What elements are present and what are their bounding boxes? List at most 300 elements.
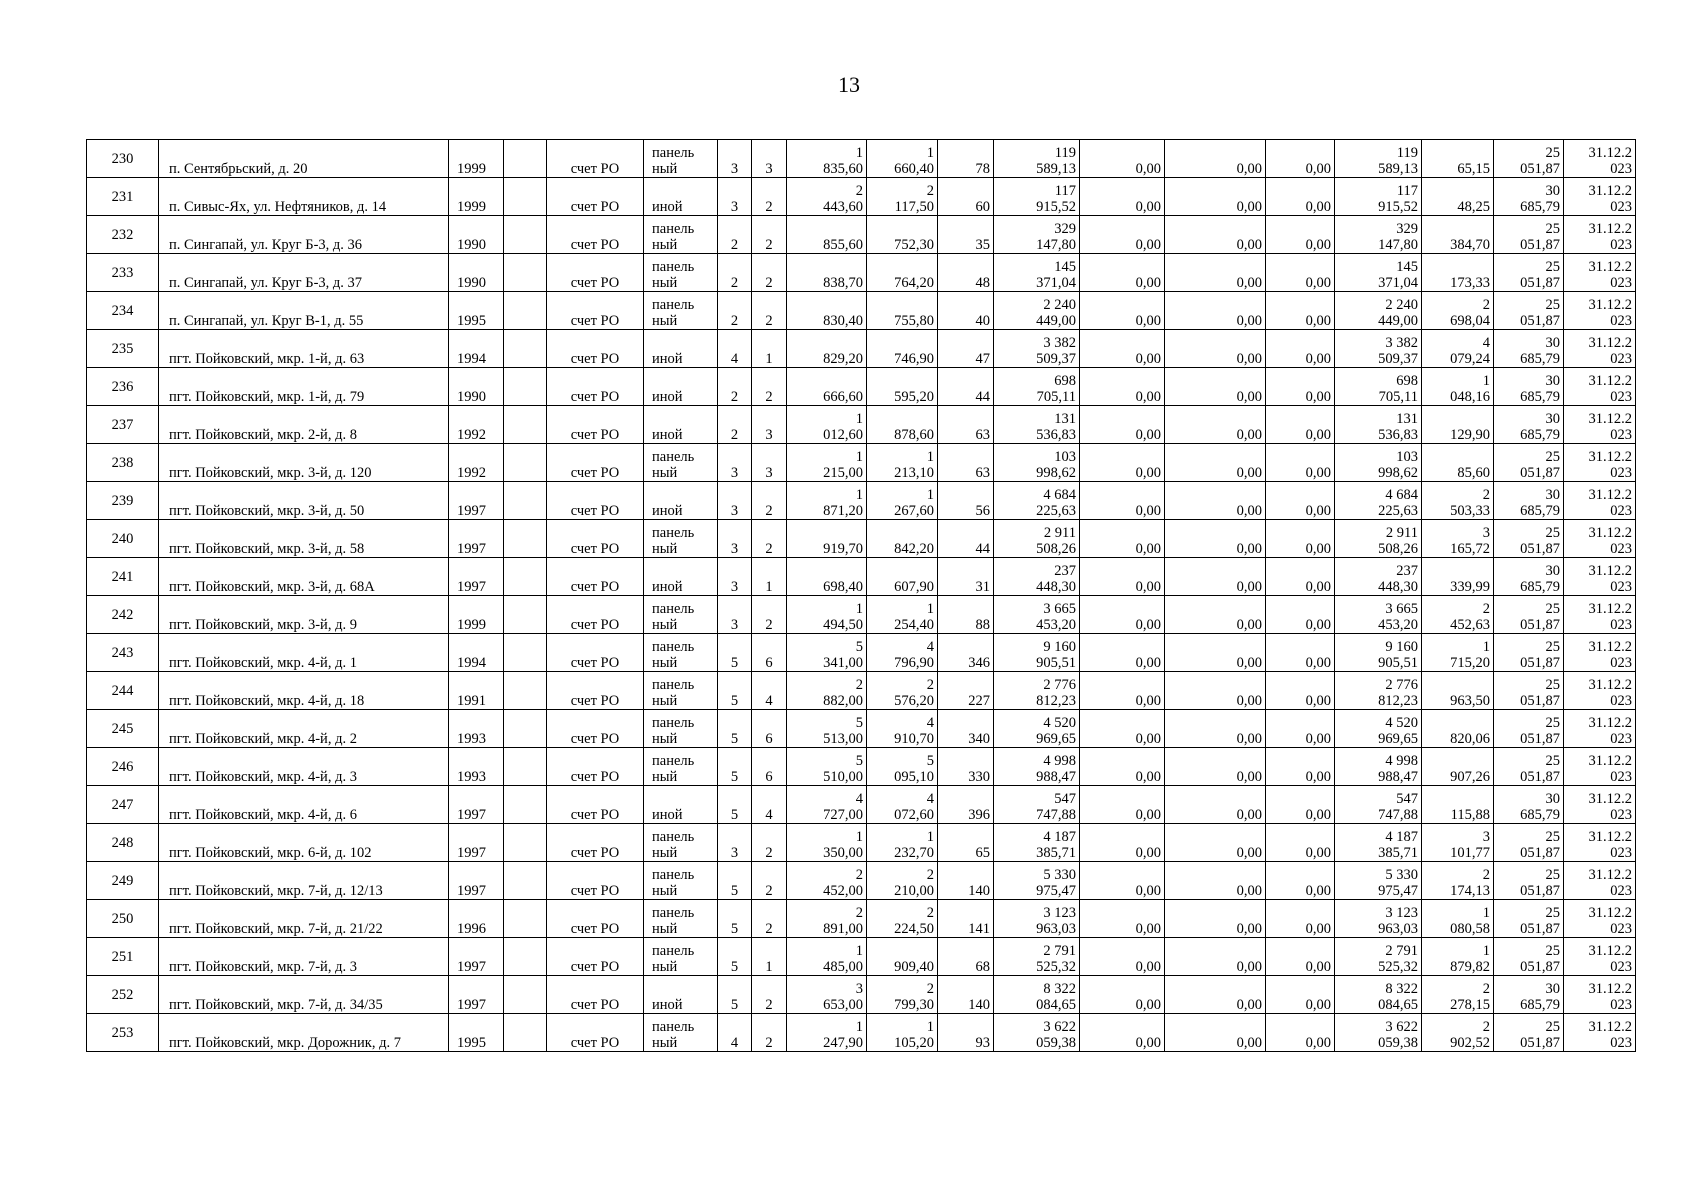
row-number-cell: 243	[87, 634, 159, 672]
row-number-cell: 231	[87, 178, 159, 216]
total-area-cell: 1 485,00	[787, 938, 867, 976]
table-row	[87, 672, 1636, 710]
year-cell: 1999	[449, 140, 504, 178]
residents-cell: 140	[938, 976, 994, 1014]
deadline-cell: 31.12.2 023	[1564, 824, 1636, 862]
total-area-cell: 666,60	[787, 368, 867, 406]
row-number-cell: 248	[87, 824, 159, 862]
living-area-cell: 1 254,40	[867, 596, 938, 634]
total-area-cell: 919,70	[787, 520, 867, 558]
funding-cell: 0,00	[1266, 938, 1335, 976]
funding-cell: 0,00	[1080, 216, 1165, 254]
residents-cell: 346	[938, 634, 994, 672]
address-cell: пгт. Пойковский, мкр. 3-й, д. 9	[159, 596, 449, 634]
funding-cell: 0,00	[1165, 292, 1266, 330]
floors-cell: 5	[718, 786, 752, 824]
year-cell: 1997	[449, 976, 504, 1014]
owner-funds-cell: 131 536,83	[1335, 406, 1422, 444]
total-cost-cell: 117 915,52	[994, 178, 1080, 216]
funding-cell: 0,00	[1080, 672, 1165, 710]
floors-cell: 2	[718, 368, 752, 406]
owner-funds-cell: 145 371,04	[1335, 254, 1422, 292]
table-row	[87, 634, 1636, 672]
funding-cell: 0,00	[1080, 976, 1165, 1014]
funding-cell: 0,00	[1165, 596, 1266, 634]
address-cell: пгт. Пойковский, мкр. 3-й, д. 68А	[159, 558, 449, 596]
year-cell: 1992	[449, 406, 504, 444]
limit-cost-cell: 30 685,79	[1494, 406, 1564, 444]
living-area-cell: 5 095,10	[867, 748, 938, 786]
floors-cell: 2	[718, 406, 752, 444]
deadline-cell: 31.12.2 023	[1564, 140, 1636, 178]
living-area-cell: 2 210,00	[867, 862, 938, 900]
fund-method-cell: счет РО	[547, 520, 644, 558]
table-row	[87, 938, 1636, 976]
living-area-cell: 607,90	[867, 558, 938, 596]
address-cell: пгт. Пойковский, мкр. 4-й, д. 3	[159, 748, 449, 786]
residents-cell: 44	[938, 368, 994, 406]
residents-cell: 48	[938, 254, 994, 292]
row-number-cell: 250	[87, 900, 159, 938]
funding-cell: 0,00	[1165, 1014, 1266, 1052]
entrances-cell: 4	[752, 786, 787, 824]
entrances-cell: 2	[752, 976, 787, 1014]
empty-cell	[504, 672, 547, 710]
funding-cell: 0,00	[1266, 786, 1335, 824]
year-cell: 1997	[449, 520, 504, 558]
living-area-cell: 1 267,60	[867, 482, 938, 520]
limit-cost-cell: 25 051,87	[1494, 444, 1564, 482]
owner-funds-cell: 8 322 084,65	[1335, 976, 1422, 1014]
owner-funds-cell: 3 123 963,03	[1335, 900, 1422, 938]
limit-cost-cell: 30 685,79	[1494, 558, 1564, 596]
year-cell: 1993	[449, 748, 504, 786]
funding-cell: 0,00	[1080, 406, 1165, 444]
address-cell: пгт. Пойковский, мкр. 4-й, д. 2	[159, 710, 449, 748]
deadline-cell: 31.12.2 023	[1564, 444, 1636, 482]
year-cell: 1997	[449, 786, 504, 824]
entrances-cell: 1	[752, 558, 787, 596]
owner-funds-cell: 547 747,88	[1335, 786, 1422, 824]
cost-per-m2-cell: 2 452,63	[1422, 596, 1494, 634]
total-area-cell: 1 835,60	[787, 140, 867, 178]
entrances-cell: 2	[752, 254, 787, 292]
living-area-cell: 909,40	[867, 938, 938, 976]
fund-method-cell: счет РО	[547, 862, 644, 900]
funding-cell: 0,00	[1080, 368, 1165, 406]
year-cell: 1994	[449, 634, 504, 672]
funding-cell: 0,00	[1165, 672, 1266, 710]
deadline-cell: 31.12.2 023	[1564, 406, 1636, 444]
empty-cell	[504, 710, 547, 748]
funding-cell: 0,00	[1080, 330, 1165, 368]
limit-cost-cell: 30 685,79	[1494, 976, 1564, 1014]
cost-per-m2-cell: 3 165,72	[1422, 520, 1494, 558]
year-cell: 1997	[449, 938, 504, 976]
row-number-cell: 233	[87, 254, 159, 292]
total-area-cell: 838,70	[787, 254, 867, 292]
limit-cost-cell: 25 051,87	[1494, 710, 1564, 748]
address-cell: пгт. Пойковский, мкр. 4-й, д. 1	[159, 634, 449, 672]
floors-cell: 3	[718, 824, 752, 862]
empty-cell	[504, 938, 547, 976]
cost-per-m2-cell: 339,99	[1422, 558, 1494, 596]
owner-funds-cell: 4 520 969,65	[1335, 710, 1422, 748]
housing-register-table	[86, 139, 1636, 1052]
address-cell: пгт. Пойковский, мкр. 4-й, д. 6	[159, 786, 449, 824]
funding-cell: 0,00	[1080, 710, 1165, 748]
residents-cell: 35	[938, 216, 994, 254]
row-number-cell: 235	[87, 330, 159, 368]
year-cell: 1996	[449, 900, 504, 938]
owner-funds-cell: 5 330 975,47	[1335, 862, 1422, 900]
entrances-cell: 2	[752, 368, 787, 406]
wall-material-cell: иной	[644, 368, 718, 406]
total-cost-cell: 131 536,83	[994, 406, 1080, 444]
wall-material-cell: панель ный	[644, 520, 718, 558]
fund-method-cell: счет РО	[547, 292, 644, 330]
funding-cell: 0,00	[1165, 444, 1266, 482]
wall-material-cell: иной	[644, 330, 718, 368]
empty-cell	[504, 216, 547, 254]
year-cell: 1993	[449, 710, 504, 748]
funding-cell: 0,00	[1080, 748, 1165, 786]
floors-cell: 3	[718, 140, 752, 178]
wall-material-cell: иной	[644, 482, 718, 520]
owner-funds-cell: 2 776 812,23	[1335, 672, 1422, 710]
table-row	[87, 862, 1636, 900]
deadline-cell: 31.12.2 023	[1564, 634, 1636, 672]
address-cell: пгт. Пойковский, мкр. 7-й, д. 12/13	[159, 862, 449, 900]
living-area-cell: 4 072,60	[867, 786, 938, 824]
funding-cell: 0,00	[1266, 254, 1335, 292]
floors-cell: 3	[718, 444, 752, 482]
funding-cell: 0,00	[1165, 710, 1266, 748]
cost-per-m2-cell: 907,26	[1422, 748, 1494, 786]
fund-method-cell: счет РО	[547, 444, 644, 482]
cost-per-m2-cell: 2 174,13	[1422, 862, 1494, 900]
living-area-cell: 752,30	[867, 216, 938, 254]
funding-cell: 0,00	[1080, 938, 1165, 976]
owner-funds-cell: 3 382 509,37	[1335, 330, 1422, 368]
limit-cost-cell: 25 051,87	[1494, 292, 1564, 330]
empty-cell	[504, 976, 547, 1014]
row-number-cell: 252	[87, 976, 159, 1014]
funding-cell: 0,00	[1165, 558, 1266, 596]
residents-cell: 78	[938, 140, 994, 178]
fund-method-cell: счет РО	[547, 216, 644, 254]
total-area-cell: 5 510,00	[787, 748, 867, 786]
funding-cell: 0,00	[1165, 900, 1266, 938]
floors-cell: 5	[718, 862, 752, 900]
empty-cell	[504, 178, 547, 216]
row-number-cell: 234	[87, 292, 159, 330]
table-row	[87, 558, 1636, 596]
entrances-cell: 2	[752, 824, 787, 862]
fund-method-cell: счет РО	[547, 596, 644, 634]
address-cell: п. Сингапай, ул. Круг Б-3, д. 36	[159, 216, 449, 254]
table-row	[87, 786, 1636, 824]
total-area-cell: 1 871,20	[787, 482, 867, 520]
funding-cell: 0,00	[1266, 406, 1335, 444]
funding-cell: 0,00	[1266, 520, 1335, 558]
table-row	[87, 178, 1636, 216]
empty-cell	[504, 1014, 547, 1052]
funding-cell: 0,00	[1165, 748, 1266, 786]
residents-cell: 63	[938, 444, 994, 482]
funding-cell: 0,00	[1165, 634, 1266, 672]
floors-cell: 3	[718, 178, 752, 216]
floors-cell: 3	[718, 558, 752, 596]
total-area-cell: 1 012,60	[787, 406, 867, 444]
deadline-cell: 31.12.2 023	[1564, 748, 1636, 786]
limit-cost-cell: 25 051,87	[1494, 634, 1564, 672]
page-number: 13	[838, 72, 860, 97]
owner-funds-cell: 3 665 453,20	[1335, 596, 1422, 634]
living-area-cell: 755,80	[867, 292, 938, 330]
wall-material-cell: панель ный	[644, 748, 718, 786]
total-cost-cell: 5 330 975,47	[994, 862, 1080, 900]
address-cell: пгт. Пойковский, мкр. 1-й, д. 63	[159, 330, 449, 368]
residents-cell: 63	[938, 406, 994, 444]
limit-cost-cell: 25 051,87	[1494, 672, 1564, 710]
fund-method-cell: счет РО	[547, 1014, 644, 1052]
residents-cell: 44	[938, 520, 994, 558]
entrances-cell: 6	[752, 710, 787, 748]
funding-cell: 0,00	[1080, 140, 1165, 178]
funding-cell: 0,00	[1080, 520, 1165, 558]
funding-cell: 0,00	[1080, 596, 1165, 634]
fund-method-cell: счет РО	[547, 140, 644, 178]
cost-per-m2-cell: 115,88	[1422, 786, 1494, 824]
residents-cell: 140	[938, 862, 994, 900]
table-row	[87, 368, 1636, 406]
empty-cell	[504, 862, 547, 900]
total-cost-cell: 4 187 385,71	[994, 824, 1080, 862]
limit-cost-cell: 30 685,79	[1494, 482, 1564, 520]
limit-cost-cell: 25 051,87	[1494, 824, 1564, 862]
limit-cost-cell: 30 685,79	[1494, 786, 1564, 824]
residents-cell: 330	[938, 748, 994, 786]
floors-cell: 5	[718, 938, 752, 976]
fund-method-cell: счет РО	[547, 938, 644, 976]
wall-material-cell: панель ный	[644, 444, 718, 482]
floors-cell: 5	[718, 900, 752, 938]
funding-cell: 0,00	[1266, 1014, 1335, 1052]
funding-cell: 0,00	[1080, 482, 1165, 520]
owner-funds-cell: 698 705,11	[1335, 368, 1422, 406]
total-cost-cell: 698 705,11	[994, 368, 1080, 406]
entrances-cell: 1	[752, 938, 787, 976]
total-area-cell: 829,20	[787, 330, 867, 368]
year-cell: 1990	[449, 216, 504, 254]
cost-per-m2-cell: 963,50	[1422, 672, 1494, 710]
owner-funds-cell: 4 187 385,71	[1335, 824, 1422, 862]
cost-per-m2-cell: 384,70	[1422, 216, 1494, 254]
funding-cell: 0,00	[1080, 558, 1165, 596]
empty-cell	[504, 634, 547, 672]
empty-cell	[504, 558, 547, 596]
living-area-cell: 764,20	[867, 254, 938, 292]
address-cell: пгт. Пойковский, мкр. 3-й, д. 120	[159, 444, 449, 482]
deadline-cell: 31.12.2 023	[1564, 216, 1636, 254]
funding-cell: 0,00	[1266, 216, 1335, 254]
table-row	[87, 900, 1636, 938]
total-area-cell: 1 494,50	[787, 596, 867, 634]
fund-method-cell: счет РО	[547, 976, 644, 1014]
funding-cell: 0,00	[1266, 862, 1335, 900]
residents-cell: 31	[938, 558, 994, 596]
owner-funds-cell: 103 998,62	[1335, 444, 1422, 482]
entrances-cell: 2	[752, 1014, 787, 1052]
total-area-cell: 1 247,90	[787, 1014, 867, 1052]
table-row	[87, 444, 1636, 482]
funding-cell: 0,00	[1266, 900, 1335, 938]
cost-per-m2-cell: 85,60	[1422, 444, 1494, 482]
empty-cell	[504, 596, 547, 634]
funding-cell: 0,00	[1165, 862, 1266, 900]
funding-cell: 0,00	[1165, 330, 1266, 368]
row-number-cell: 249	[87, 862, 159, 900]
funding-cell: 0,00	[1266, 596, 1335, 634]
cost-per-m2-cell: 1 048,16	[1422, 368, 1494, 406]
funding-cell: 0,00	[1266, 748, 1335, 786]
deadline-cell: 31.12.2 023	[1564, 558, 1636, 596]
funding-cell: 0,00	[1266, 368, 1335, 406]
wall-material-cell: панель ный	[644, 1014, 718, 1052]
funding-cell: 0,00	[1266, 824, 1335, 862]
fund-method-cell: счет РО	[547, 368, 644, 406]
total-cost-cell: 4 684 225,63	[994, 482, 1080, 520]
fund-method-cell: счет РО	[547, 748, 644, 786]
table-row	[87, 976, 1636, 1014]
funding-cell: 0,00	[1266, 330, 1335, 368]
year-cell: 1997	[449, 862, 504, 900]
floors-cell: 4	[718, 330, 752, 368]
table-row	[87, 710, 1636, 748]
total-cost-cell: 119 589,13	[994, 140, 1080, 178]
wall-material-cell: панель ный	[644, 710, 718, 748]
row-number-cell: 239	[87, 482, 159, 520]
funding-cell: 0,00	[1266, 178, 1335, 216]
total-cost-cell: 3 622 059,38	[994, 1014, 1080, 1052]
address-cell: пгт. Пойковский, мкр. Дорожник, д. 7	[159, 1014, 449, 1052]
deadline-cell: 31.12.2 023	[1564, 330, 1636, 368]
total-cost-cell: 4 520 969,65	[994, 710, 1080, 748]
cost-per-m2-cell: 2 698,04	[1422, 292, 1494, 330]
cost-per-m2-cell: 65,15	[1422, 140, 1494, 178]
address-cell: п. Сивыс-Ях, ул. Нефтяников, д. 14	[159, 178, 449, 216]
limit-cost-cell: 30 685,79	[1494, 178, 1564, 216]
entrances-cell: 2	[752, 216, 787, 254]
funding-cell: 0,00	[1080, 444, 1165, 482]
funding-cell: 0,00	[1080, 254, 1165, 292]
limit-cost-cell: 25 051,87	[1494, 862, 1564, 900]
funding-cell: 0,00	[1165, 520, 1266, 558]
funding-cell: 0,00	[1165, 406, 1266, 444]
table-row	[87, 824, 1636, 862]
living-area-cell: 595,20	[867, 368, 938, 406]
empty-cell	[504, 444, 547, 482]
total-cost-cell: 547 747,88	[994, 786, 1080, 824]
year-cell: 1995	[449, 292, 504, 330]
table-row	[87, 330, 1636, 368]
year-cell: 1990	[449, 254, 504, 292]
year-cell: 1999	[449, 596, 504, 634]
empty-cell	[504, 900, 547, 938]
residents-cell: 93	[938, 1014, 994, 1052]
total-area-cell: 4 727,00	[787, 786, 867, 824]
funding-cell: 0,00	[1165, 938, 1266, 976]
residents-cell: 68	[938, 938, 994, 976]
funding-cell: 0,00	[1165, 482, 1266, 520]
wall-material-cell: панель ный	[644, 672, 718, 710]
wall-material-cell: иной	[644, 406, 718, 444]
total-area-cell: 2 452,00	[787, 862, 867, 900]
floors-cell: 4	[718, 1014, 752, 1052]
total-cost-cell: 237 448,30	[994, 558, 1080, 596]
row-number-cell: 242	[87, 596, 159, 634]
entrances-cell: 3	[752, 406, 787, 444]
funding-cell: 0,00	[1080, 786, 1165, 824]
total-area-cell: 2 882,00	[787, 672, 867, 710]
floors-cell: 2	[718, 216, 752, 254]
year-cell: 1992	[449, 444, 504, 482]
deadline-cell: 31.12.2 023	[1564, 482, 1636, 520]
address-cell: пгт. Пойковский, мкр. 6-й, д. 102	[159, 824, 449, 862]
floors-cell: 3	[718, 520, 752, 558]
year-cell: 1999	[449, 178, 504, 216]
limit-cost-cell: 25 051,87	[1494, 596, 1564, 634]
empty-cell	[504, 748, 547, 786]
residents-cell: 56	[938, 482, 994, 520]
total-cost-cell: 329 147,80	[994, 216, 1080, 254]
residents-cell: 60	[938, 178, 994, 216]
funding-cell: 0,00	[1165, 140, 1266, 178]
living-area-cell: 2 117,50	[867, 178, 938, 216]
address-cell: пгт. Пойковский, мкр. 2-й, д. 8	[159, 406, 449, 444]
funding-cell: 0,00	[1266, 672, 1335, 710]
limit-cost-cell: 25 051,87	[1494, 1014, 1564, 1052]
year-cell: 1994	[449, 330, 504, 368]
total-cost-cell: 4 998 988,47	[994, 748, 1080, 786]
living-area-cell: 4 796,90	[867, 634, 938, 672]
cost-per-m2-cell: 3 101,77	[1422, 824, 1494, 862]
address-cell: п. Сингапай, ул. Круг Б-3, д. 37	[159, 254, 449, 292]
living-area-cell: 1 660,40	[867, 140, 938, 178]
year-cell: 1995	[449, 1014, 504, 1052]
entrances-cell: 2	[752, 862, 787, 900]
total-cost-cell: 145 371,04	[994, 254, 1080, 292]
cost-per-m2-cell: 2 902,52	[1422, 1014, 1494, 1052]
cost-per-m2-cell: 1 080,58	[1422, 900, 1494, 938]
fund-method-cell: счет РО	[547, 558, 644, 596]
total-area-cell: 830,40	[787, 292, 867, 330]
limit-cost-cell: 25 051,87	[1494, 254, 1564, 292]
residents-cell: 40	[938, 292, 994, 330]
table-row	[87, 520, 1636, 558]
cost-per-m2-cell: 820,06	[1422, 710, 1494, 748]
funding-cell: 0,00	[1266, 292, 1335, 330]
funding-cell: 0,00	[1165, 786, 1266, 824]
cost-per-m2-cell: 4 079,24	[1422, 330, 1494, 368]
total-cost-cell: 3 123 963,03	[994, 900, 1080, 938]
owner-funds-cell: 2 911 508,26	[1335, 520, 1422, 558]
total-area-cell: 1 350,00	[787, 824, 867, 862]
residents-cell: 340	[938, 710, 994, 748]
residents-cell: 227	[938, 672, 994, 710]
fund-method-cell: счет РО	[547, 900, 644, 938]
